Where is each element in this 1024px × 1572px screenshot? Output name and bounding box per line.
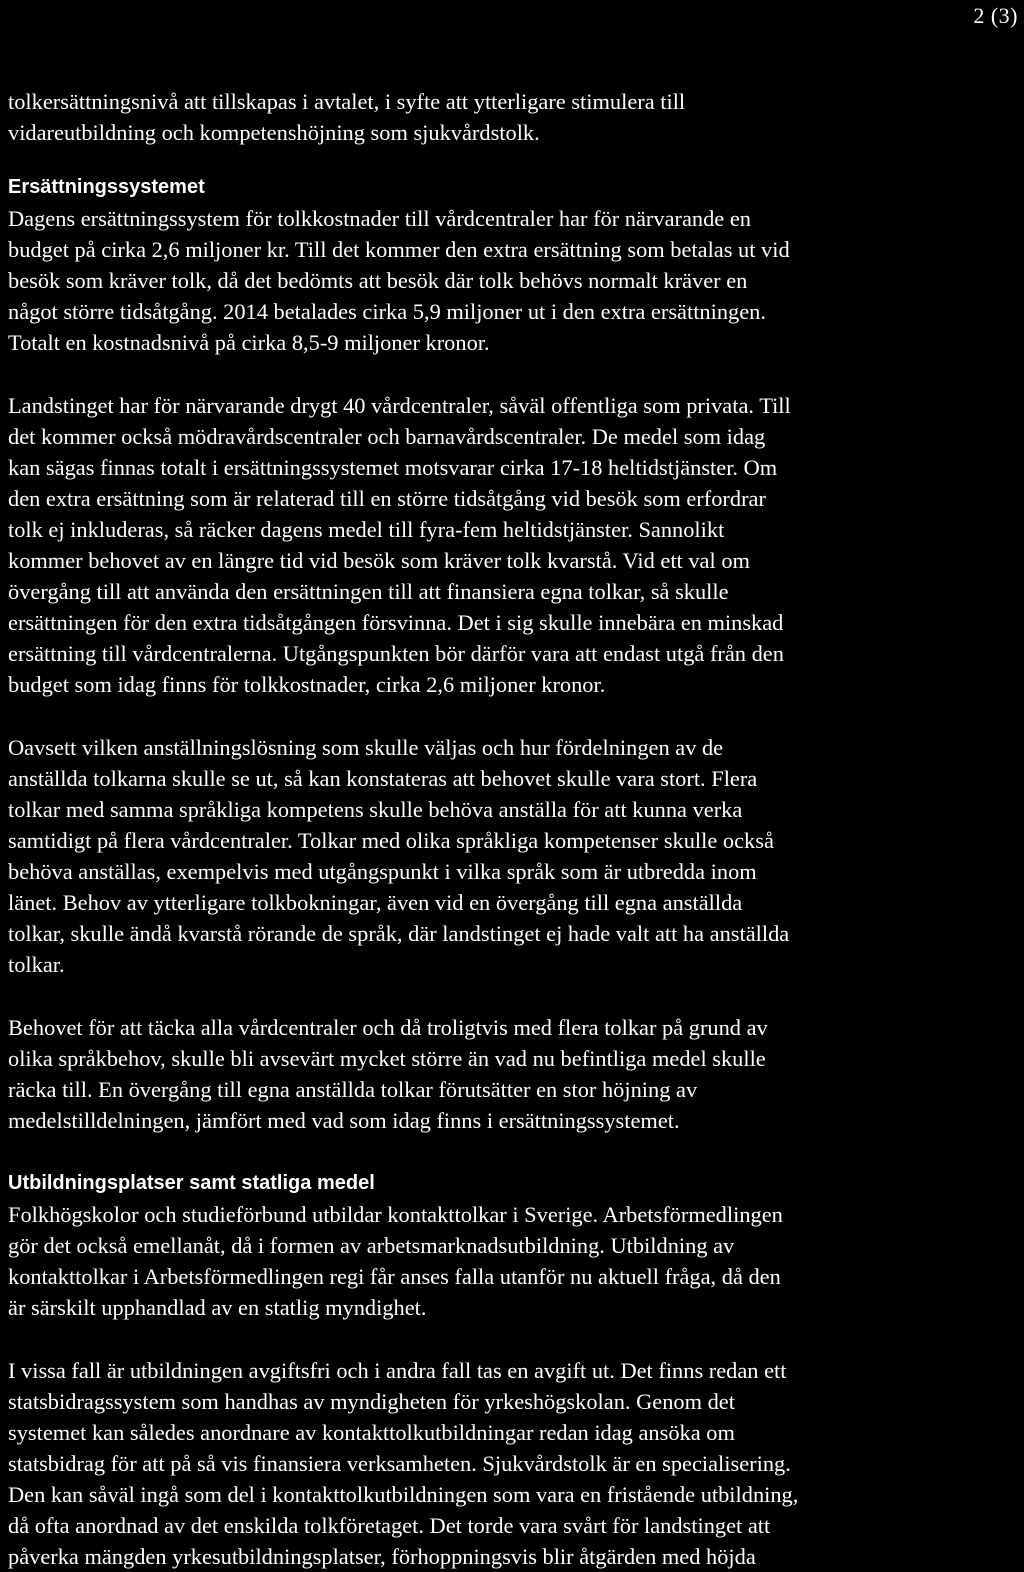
page-number: 2 (3) bbox=[973, 3, 1018, 28]
text-line: kommer behovet av en längre tid vid besök som kräver tolk kvarstå. Vid ett val om bbox=[8, 548, 750, 573]
text-line: tolk ej inkluderas, så räcker dagens medel till fyra-fem heltidstjänster. Sannolikt bbox=[8, 517, 725, 542]
text-line: övergång till att använda den ersättningen till att finansiera egna tolkar, så skulle bbox=[8, 579, 729, 604]
text-line: kontakttolkar i Arbetsförmedlingen regi får anses falla utanför nu aktuell fråga, då den bbox=[8, 1264, 781, 1289]
text-line: vidareutbildning och kompetenshöjning som sjukvårdstolk. bbox=[8, 120, 540, 145]
text-line: anställda tolkarna skulle se ut, så kan konstateras att behovet skulle vara stort. Flera bbox=[8, 766, 758, 791]
section-ersattningssystemet bbox=[8, 172, 968, 358]
text-line: besök som kräver tolk, då det bedömts att besök där tolk behövs normalt kräver en bbox=[8, 268, 748, 293]
section-heading: Ersättningssystemet bbox=[8, 176, 205, 198]
text-line: systemet kan således anordnare av kontakttolkutbildningar redan idag ansöka om bbox=[8, 1420, 735, 1445]
section-heading: Utbildningsplatser samt statliga medel bbox=[8, 1172, 375, 1194]
text-line: Dagens ersättningssystem för tolkkostnader till vårdcentraler har för närvarande en bbox=[8, 206, 751, 231]
text-line: det kommer också mödravårdscentraler och barnavårdscentraler. De medel som idag bbox=[8, 424, 766, 449]
paragraph bbox=[8, 1012, 968, 1136]
text-line: Behovet för att täcka alla vårdcentraler och då troligtvis med flera tolkar på grund av bbox=[8, 1015, 768, 1040]
paragraph bbox=[8, 1355, 968, 1572]
text-line: tolkar. bbox=[8, 952, 65, 977]
text-line: påverka mängden yrkesutbildningsplatser, förhoppningsvis blir åtgärden med höjda bbox=[8, 1544, 756, 1569]
text-line: budget som idag finns för tolkkostnader, cirka 2,6 miljoner kronor. bbox=[8, 672, 606, 697]
text-line: räcka till. En övergång till egna anställda tolkar förutsätter en stor höjning av bbox=[8, 1077, 698, 1102]
text-line: något större tidsåtgång. 2014 betalades cirka 5,9 miljoner ut i den extra ersättningen. bbox=[8, 299, 766, 324]
text-line: ersättningen för den extra tidsåtgången försvinna. Det i sig skulle innebära en minskad bbox=[8, 610, 784, 635]
text-line: är särskilt upphandlad av en statlig myndighet. bbox=[8, 1295, 427, 1320]
text-line: Den kan såväl ingå som del i kontakttolkutbildningen som vara en fristående utbildning, bbox=[8, 1482, 799, 1507]
paragraph bbox=[8, 86, 968, 148]
text-line: statsbidragssystem som handhas av myndigheten för yrkeshögskolan. Genom det bbox=[8, 1389, 735, 1414]
text-line: behöva anställas, exempelvis med utgångspunkt i vilka språk som är utbredda inom bbox=[8, 859, 757, 884]
text-line: Oavsett vilken anställningslösning som skulle väljas och hur fördelningen av de bbox=[8, 735, 724, 760]
document-body bbox=[8, 86, 968, 1572]
text-line: olika språkbehov, skulle bli avsevärt mycket större än vad nu befintliga medel skulle bbox=[8, 1046, 766, 1071]
text-line: tolkar med samma språkliga kompetens skulle behöva anställa för att kunna verka bbox=[8, 797, 743, 822]
text-line: samtidigt på flera vårdcentraler. Tolkar med olika språkliga kompetenser skulle också bbox=[8, 828, 774, 853]
text-line: medelstilldelningen, jämfört med vad som idag finns i ersättningssystemet. bbox=[8, 1108, 680, 1133]
text-line: ersättning till vårdcentralerna. Utgångspunkten bör därför vara att endast utgå från den bbox=[8, 641, 784, 666]
paragraph bbox=[8, 390, 968, 700]
text-line: statsbidrag för att på så vis finansiera verksamheten. Sjukvårdstolk är en specialisering. bbox=[8, 1451, 791, 1476]
text-line: budget på cirka 2,6 miljoner kr. Till det kommer den extra ersättning som betalas ut vid bbox=[8, 237, 790, 262]
text-line: Totalt en kostnadsnivå på cirka 8,5-9 miljoner kronor. bbox=[8, 330, 490, 355]
text-line: kan sägas finnas totalt i ersättningssystemet motsvarar cirka 17-18 heltidstjänster. Om bbox=[8, 455, 778, 480]
text-line: den extra ersättning som är relaterad till en större tidsåtgång vid besök som erfordrar bbox=[8, 486, 766, 511]
text-line: gör det också emellanåt, då i formen av arbetsmarknadsutbildning. Utbildning av bbox=[8, 1233, 735, 1258]
text-line: I vissa fall är utbildningen avgiftsfri och i andra fall tas en avgift ut. Det finns redan ett bbox=[8, 1358, 787, 1383]
text-line: tolkersättningsnivå att tillskapas i avtalet, i syfte att ytterligare stimulera till bbox=[8, 89, 686, 114]
text-line: Landstinget har för närvarande drygt 40 vårdcentraler, såväl offentliga som privata. Till bbox=[8, 393, 791, 418]
text-line: Folkhögskolor och studieförbund utbildar kontakttolkar i Sverige. Arbetsförmedlingen bbox=[8, 1202, 783, 1227]
text-line: då ofta anordnad av det enskilda tolkföretaget. Det torde vara svårt för landstinget att bbox=[8, 1513, 771, 1538]
text-line: länet. Behov av ytterligare tolkbokningar, även vid en övergång till egna anställda bbox=[8, 890, 743, 915]
paragraph bbox=[8, 732, 968, 980]
text-line: tolkar, skulle ändå kvarstå rörande de språk, där landstinget ej hade valt att ha anställda bbox=[8, 921, 790, 946]
section-utbildningsplatser bbox=[8, 1168, 968, 1323]
